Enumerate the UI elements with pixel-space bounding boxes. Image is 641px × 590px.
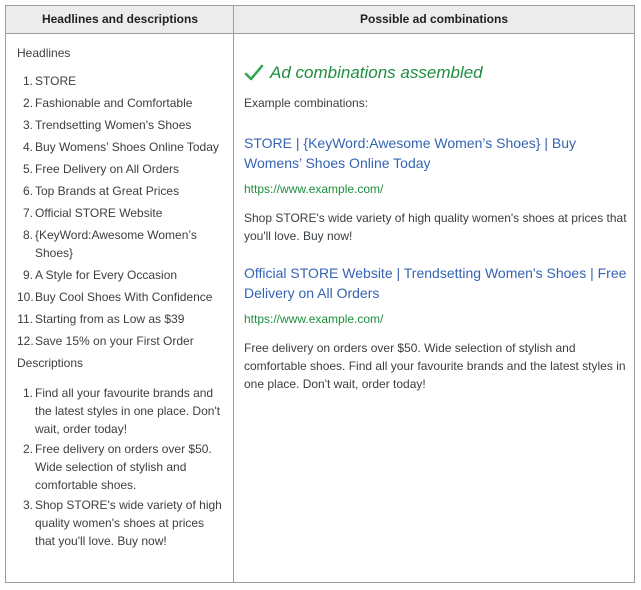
headline-item [17,266,227,284]
headlines-descriptions-cell [17,34,227,552]
description-item [17,384,227,438]
headline-text: Top Brands at Great Prices [35,184,180,198]
headline-number: 2. [22,96,33,110]
headline-item [17,116,227,134]
headline-item [17,182,227,200]
check-icon [244,63,264,83]
headline-item [17,138,227,156]
ad-preview [244,133,629,245]
headline-item [17,288,227,306]
description-text: Free delivery on orders over $50. Wide selection of stylish and comfortable shoes. [35,442,212,492]
description-number: 2. [22,442,33,456]
description-item [17,440,227,494]
headline-number: 11. [17,312,33,326]
headline-text: Official STORE Website [35,206,163,220]
ad-display-url: https://www.example.com/ [244,312,384,326]
headline-item [17,160,227,178]
headline-text: Buy Cool Shoes With Confidence [35,290,213,304]
example-combinations-label: Example combinations: [244,96,369,110]
comparison-table [5,5,635,583]
headline-item [17,204,227,222]
headline-item [17,332,227,350]
headline-item [17,94,227,112]
headline-number: 8. [22,228,33,242]
headline-item [17,226,227,262]
headlines-title: Headlines [17,46,71,60]
descriptions-title: Descriptions [17,356,84,370]
right-column-header: Possible ad combinations [359,12,509,26]
headline-number: 3. [22,118,33,132]
ad-preview [244,263,629,393]
description-text: Find all your favourite brands and the latest styles in one place. Don't wait, order today! [35,386,221,436]
headline-number: 12. [17,334,34,348]
ad-headline-link[interactable]: Official STORE Website | Trendsetting Women's Shoes | Free Delivery on All Orders [244,265,627,301]
ad-combinations-cell [244,34,629,393]
description-text: Shop STORE's wide variety of high quality women's shoes at prices that you'll love. Buy now! [35,498,222,548]
description-item [17,496,227,550]
headline-text: Save 15% on your First Order [35,334,194,348]
headline-number: 6. [22,184,33,198]
column-divider [233,6,234,582]
headline-text: Buy Womens’ Shoes Online Today [35,140,219,154]
headline-text: A Style for Every Occasion [35,268,178,282]
headline-number: 4. [22,140,33,154]
description-number: 1. [22,386,33,400]
headline-number: 5. [22,162,33,176]
headline-item [17,72,227,90]
descriptions-list [17,384,227,550]
headline-number: 1. [22,74,33,88]
description-number: 3. [22,498,33,512]
assembled-status [244,61,629,85]
headline-number: 9. [22,268,33,282]
left-column-header: Headlines and descriptions [41,12,199,26]
table-header-row [6,6,634,34]
headline-text: {KeyWord:Awesome Women’s Shoes} [35,228,197,260]
headline-text: Trendsetting Women's Shoes [35,118,192,132]
headline-text: Fashionable and Comfortable [35,96,193,110]
headline-number: 7. [22,206,33,220]
ad-description: Shop STORE's wide variety of high quality women's shoes at prices that you'll love. Buy now! [244,211,627,243]
headline-text: Starting from as Low as $39 [35,312,185,326]
headline-number: 10. [17,290,34,304]
headline-item [17,310,227,328]
headlines-list [17,72,227,350]
ad-description: Free delivery on orders over $50. Wide selection of stylish and comfortable shoes. Find all your favourite brands and the latest styles in one place. Don't wait, order today! [244,341,626,391]
assembled-status-text: Ad combinations assembled [270,63,483,82]
headline-text: STORE [35,74,77,88]
headline-text: Free Delivery on All Orders [35,162,180,176]
ad-headline-link[interactable]: STORE | {KeyWord:Awesome Women’s Shoes} | Buy Womens’ Shoes Online Today [244,135,577,171]
ad-display-url: https://www.example.com/ [244,182,384,196]
